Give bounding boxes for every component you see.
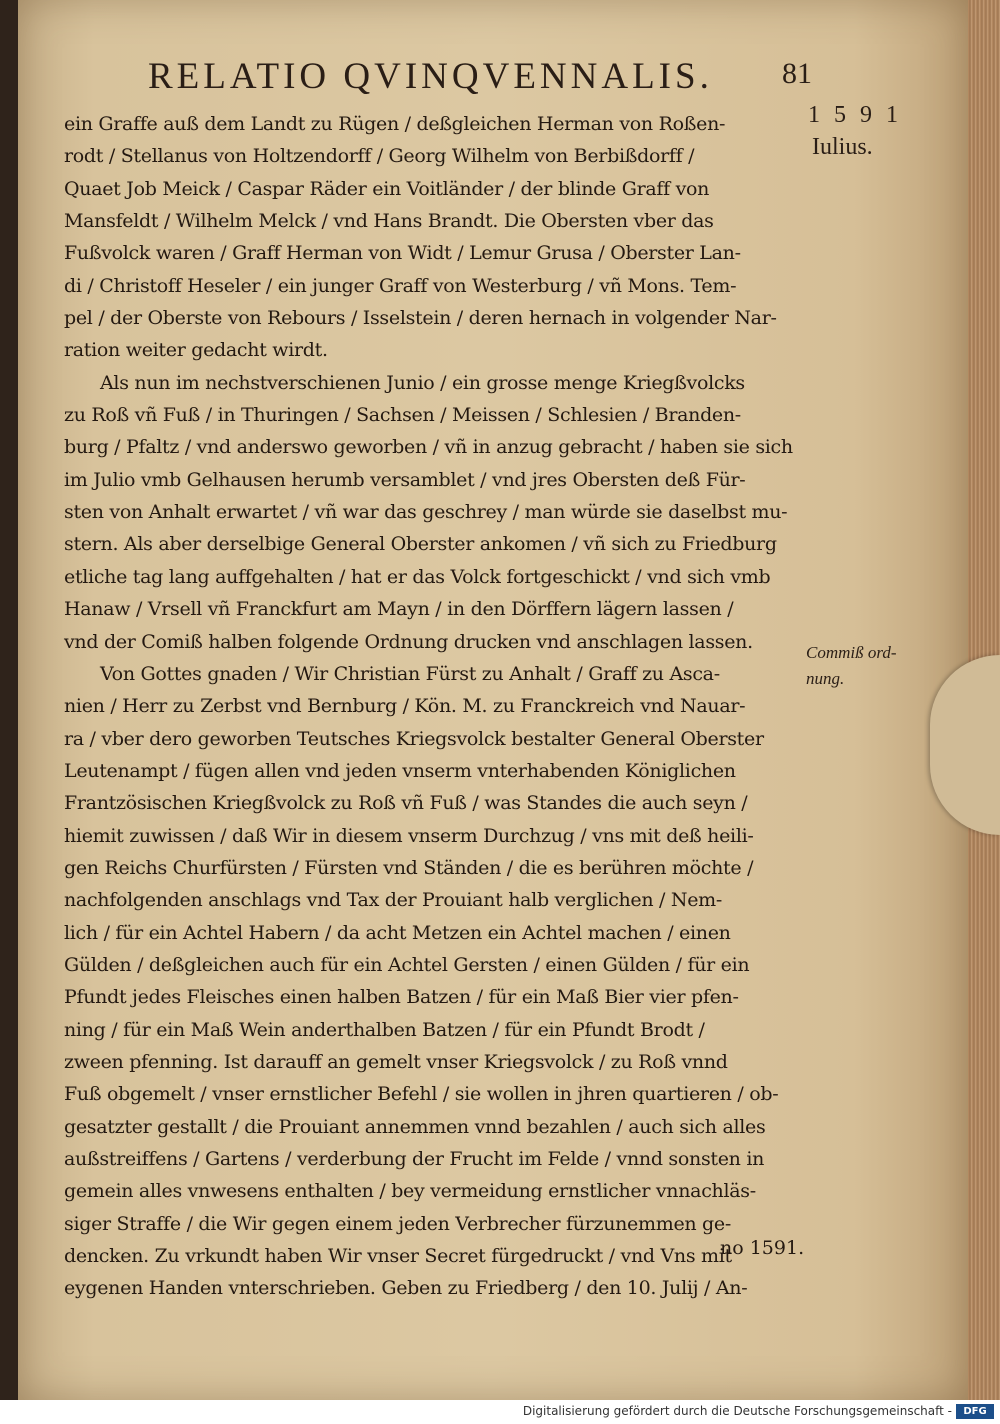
text-line: Frantzösischen Kriegßvolck zu Roß vñ Fuß / was Standes die auch seyn / [64, 792, 748, 815]
text-line: zween pfenning. Ist darauff an gemelt vnser Kriegsvolck / zu Roß vnnd [64, 1050, 728, 1073]
text-line: zu Roß vñ Fuß / in Thuringen / Sachsen / Meissen / Schlesien / Branden- [64, 404, 741, 427]
body-text [64, 108, 804, 1305]
text-line: Von Gottes gnaden / Wir Christian Fürst zu Anhalt / Graff zu Asca- [100, 662, 720, 685]
text-line: Fußvolck waren / Graff Herman von Widt / Lemur Grusa / Oberster Lan- [64, 242, 741, 265]
text-line: Mansfeldt / Wilhelm Melck / vnd Hans Brandt. Die Obersten vber das [64, 210, 714, 233]
text-line: ein Graffe auß dem Landt zu Rügen / deßgleichen Herman von Roßen- [64, 113, 726, 135]
text-line: hiemit zuwissen / daß Wir in diesem vnserm Durchzug / vns mit deß heili- [64, 824, 754, 847]
footer-bar [0, 1400, 1000, 1424]
page-number: 81 [782, 57, 812, 90]
footer-credit: Digitalisierung gefördert durch die Deutsche Forschungsgemeinschaft - [522, 1404, 952, 1418]
text-line: Leutenampt / fügen allen vnd jeden vnserm vnterhabenden Königlichen [64, 759, 736, 782]
text-line: dencken. Zu vrkundt haben Wir vnser Secret fürgedruckt / vnd Vns mit [64, 1245, 732, 1268]
text-line: Fuß obgemelt / vnser ernstlicher Befehl / sie wollen in jhren quartieren / ob- [64, 1083, 779, 1106]
text-line: eygenen Handen vnterschrieben. Geben zu Friedberg / den 10. Julij / An- [64, 1277, 748, 1300]
text-line: rodt / Stellanus von Holtzendorff / Georg Wilhelm von Berbißdorff / [64, 145, 695, 168]
margin-note [806, 640, 897, 692]
running-title: RELATIO QVINQVENNALIS. [148, 56, 713, 97]
text-line: ra / vber dero geworben Teutsches Kriegsvolck bestalter General Oberster [64, 727, 764, 750]
text-line: sten von Anhalt erwartet / vñ war das geschrey / man würde sie daselbst mu- [64, 501, 788, 524]
text-line: Gülden / deßgleichen auch für ein Achtel Gersten / einen Gülden / für ein [64, 953, 750, 976]
text-line: Hanaw / Vrsell vñ Franckfurt am Mayn / in den Dörffern lägern lassen / [64, 598, 734, 621]
text-line: stern. Als aber derselbige General Oberster ankomen / vñ sich zu Friedburg [64, 533, 777, 556]
text-line: pel / der Oberste von Rebours / Isselstein / deren hernach in volgender Nar- [64, 307, 777, 330]
text-line: ning / für ein Maß Wein anderthalben Batzen / für ein Pfundt Brodt / [64, 1018, 705, 1041]
page-header [148, 55, 868, 105]
text-line: burg / Pfaltz / vnd anderswo geworben / vñ in anzug gebracht / haben sie sich [64, 436, 793, 459]
text-line: Pfundt jedes Fleisches einen halben Batzen / für ein Maß Bier vier pfen- [64, 986, 739, 1009]
margin-year: 1591 [808, 102, 912, 128]
margin-month: Iulius. [812, 134, 873, 160]
text-line: außstreiffens / Gartens / verderbung der Frucht im Felde / vnnd sonsten in [64, 1148, 765, 1170]
text-tail: no 1591. [720, 1237, 805, 1259]
text-line: gen Reichs Churfürsten / Fürsten vnd Ständen / die es berühren möchte / [64, 856, 754, 879]
text-line: lich / für ein Achtel Habern / da acht Metzen ein Achtel machen / einen [64, 921, 731, 944]
text-line: Als nun im nechstverschienen Junio / ein grosse menge Kriegßvolcks [100, 371, 745, 394]
text-line: di / Christoff Heseler / ein junger Graff von Westerburg / vñ Mons. Tem- [64, 274, 737, 297]
text-line: nien / Herr zu Zerbst vnd Bernburg / Kön. M. zu Franckreich vnd Nauar- [64, 695, 746, 718]
text-line: etliche tag lang auffgehalten / hat er das Volck fortgeschickt / vnd sich vmb [64, 565, 771, 588]
text-line: nachfolgenden anschlags vnd Tax der Prouiant halb verglichen / Nem- [64, 889, 722, 912]
dfg-logo-icon: DFG [956, 1404, 994, 1419]
margin-note-line: Commiß ord- [806, 643, 897, 662]
text-line: gemein alles vnwesens enthalten / bey vermeidung ernstlicher vnnachläs- [64, 1180, 756, 1203]
text-line: vnd der Comiß halben folgende Ordnung drucken vnd anschlagen lassen. [64, 630, 753, 653]
text-line: gesatzter gestallt / die Prouiant annemmen vnnd bezahlen / auch sich alles [64, 1115, 766, 1138]
margin-note-line: nung. [806, 669, 845, 688]
text-line: im Julio vmb Gelhausen herumb versamblet / vnd jres Obersten deß Für- [64, 468, 746, 491]
text-line: siger Straffe / die Wir gegen einem jeden Verbrecher fürzunemmen ge- [64, 1212, 731, 1235]
text-line: Quaet Job Meick / Caspar Räder ein Voitländer / der blinde Graff von [64, 177, 710, 200]
text-line: ration weiter gedacht wirdt. [64, 339, 328, 362]
